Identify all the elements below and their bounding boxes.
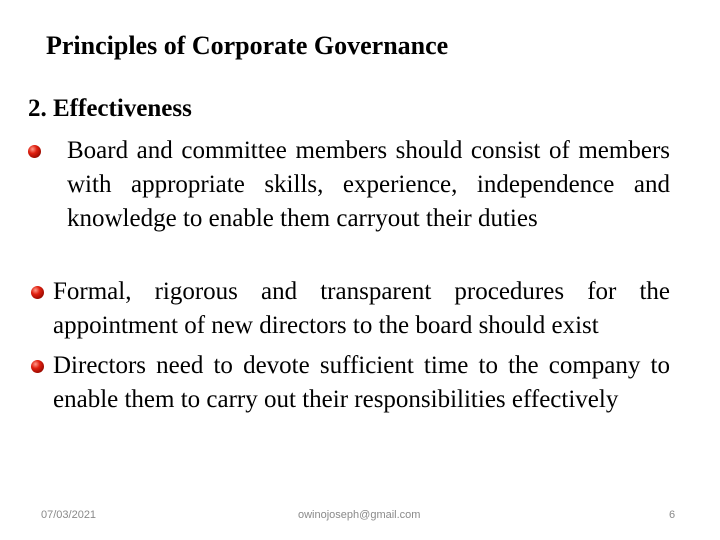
bullet-text: Directors need to devote sufficient time to the company to enable them to carry out their responsibilities effectively [53,352,670,413]
bullet-text: Board and committee members should consist of members with appropriate skills, experience, independence and knowledge to enable them carryout their duties [67,137,670,232]
bullet-text: Formal, rigorous and transparent procedures for the appointment of new directors to the board should exist [53,278,670,339]
bullet-sphere-icon [28,145,41,158]
footer-email: owinojoseph@gmail.com [298,509,421,521]
bullet-sphere-icon [31,286,44,299]
footer-page-number: 6 [669,509,676,521]
section-heading: 2. Effectiveness [28,95,192,122]
footer-date: 07/03/2021 [41,509,97,521]
slide-title: Principles of Corporate Governance [46,31,449,60]
bullet-sphere-icon [31,360,44,373]
